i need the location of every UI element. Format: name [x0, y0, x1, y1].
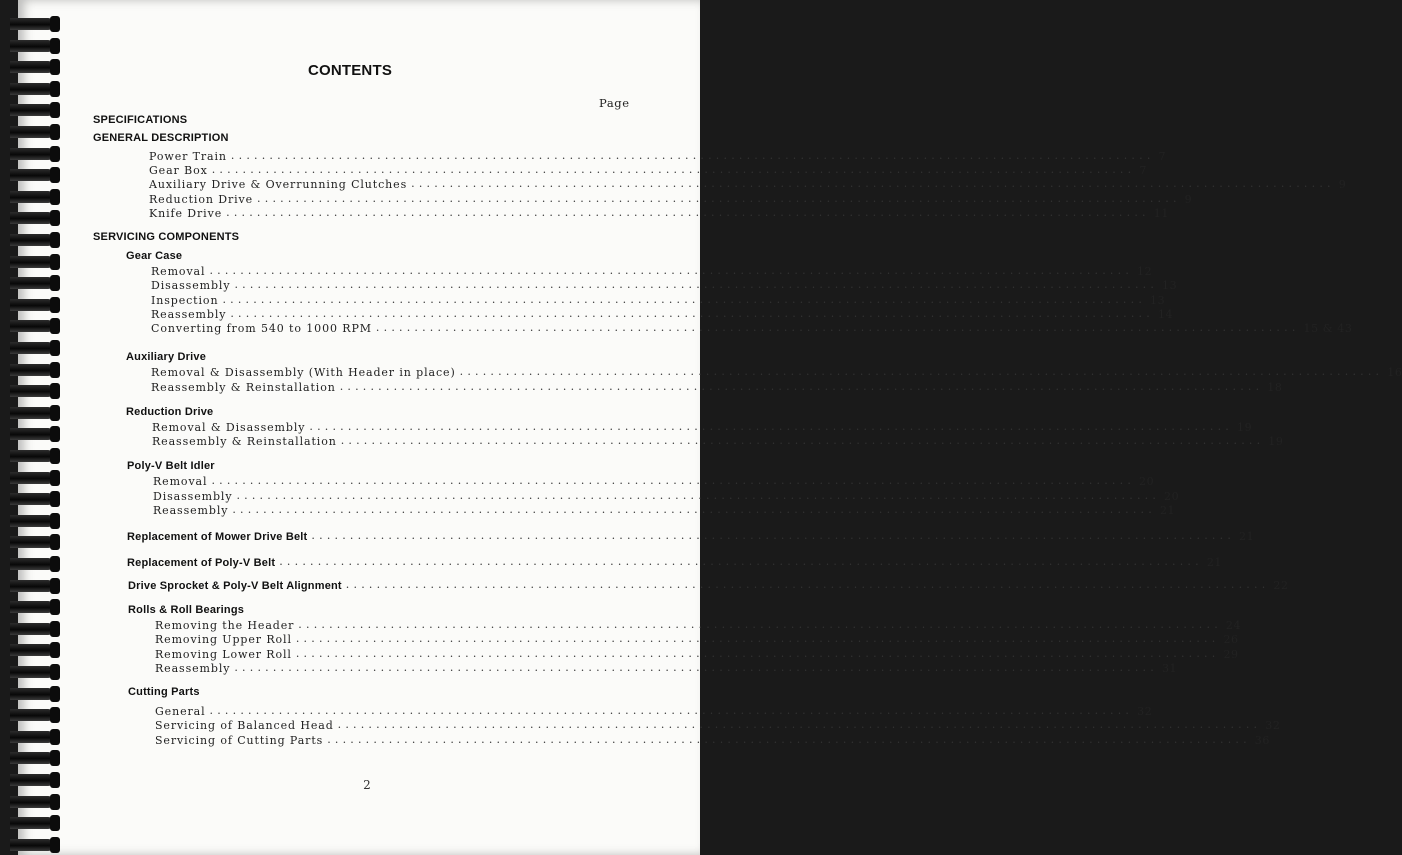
dot-leader: ........................................................................................................................	[295, 632, 1220, 645]
binding-coil	[10, 554, 62, 574]
toc-entry-page: 12	[1137, 265, 1153, 278]
binding-coil	[10, 489, 62, 509]
dot-leader: ........................................................................................................................	[295, 647, 1220, 660]
toc-entry-page: 16	[1387, 366, 1402, 379]
toc-entry[interactable]	[151, 321, 1353, 335]
toc-entry[interactable]	[151, 380, 1283, 394]
toc-entry-label: Reduction Drive	[149, 193, 254, 206]
toc-entry-label: Removal	[153, 475, 208, 488]
dot-leader: ........................................................................................................................	[236, 489, 1161, 502]
dot-leader: ........................................................................................................................	[337, 718, 1262, 731]
toc-entry-label: Knife Drive	[149, 207, 223, 220]
toc-entry[interactable]	[151, 365, 1402, 379]
toc-entry[interactable]	[149, 206, 1169, 220]
binding-coil	[10, 640, 62, 660]
toc-entry[interactable]	[149, 192, 1193, 206]
toc-entry[interactable]	[155, 704, 1153, 718]
toc-entry-page: 15 & 43	[1303, 322, 1353, 335]
toc-entry-page: 11	[1153, 207, 1169, 220]
binding-coil	[10, 684, 62, 704]
subsection-auxiliary-drive: Auxiliary Drive	[126, 351, 207, 363]
binding-coil	[10, 208, 62, 228]
toc-entry-label: Servicing of Cutting Parts	[155, 734, 324, 747]
toc-entry-page: 21	[1239, 530, 1255, 543]
binding-coil	[10, 381, 62, 401]
dot-leader: ........................................................................................................................	[234, 278, 1159, 291]
section-specifications: SPECIFICATIONS	[93, 114, 188, 126]
toc-entry-label: Removal & Disassembly	[152, 421, 306, 434]
section-servicing-components: SERVICING COMPONENTS	[93, 231, 240, 243]
toc-entry-poly-v-belt[interactable]	[127, 555, 1223, 569]
toc-entry-label: Reassembly	[151, 308, 227, 321]
dot-leader: ........................................................................................................................	[211, 474, 1136, 487]
toc-entry[interactable]	[153, 503, 1176, 517]
toc-entry[interactable]	[149, 149, 1167, 163]
subsection-gear-case: Gear Case	[126, 250, 183, 262]
toc-entry[interactable]	[151, 264, 1153, 278]
subsection-cutting-parts: Cutting Parts	[128, 686, 200, 698]
toc-entry-label: Replacement of Mower Drive Belt	[127, 531, 308, 543]
toc-entry-label: Reassembly	[153, 504, 229, 517]
page-title: CONTENTS	[307, 62, 393, 79]
toc-entry-label: Removing Lower Roll	[155, 648, 292, 661]
dot-leader: ........................................................................................................................	[340, 434, 1265, 447]
spiral-binding	[0, 0, 62, 855]
toc-entry[interactable]	[155, 632, 1239, 646]
toc-entry-label: Auxiliary Drive & Overrunning Clutches	[149, 178, 408, 191]
dot-leader: ........................................................................................................................	[298, 618, 1222, 631]
toc-entry[interactable]	[152, 434, 1284, 448]
dot-leader: ........................................................................................................................	[327, 733, 1251, 746]
toc-entry-label: Reassembly & Reinstallation	[152, 435, 337, 448]
toc-entry-label: Servicing of Balanced Head	[155, 719, 334, 732]
binding-coil	[10, 532, 62, 552]
dot-leader: ........................................................................................................................	[279, 555, 1203, 568]
binding-coil	[10, 165, 62, 185]
toc-entry-label: Drive Sprocket & Poly-V Belt Alignment	[128, 580, 342, 592]
binding-coil	[10, 100, 62, 120]
binding-coil	[10, 662, 62, 682]
toc-entry-label: Disassembly	[153, 490, 233, 503]
toc-entry-page: 26	[1223, 633, 1239, 646]
dot-leader: ........................................................................................................................	[230, 307, 1154, 320]
binding-coil	[10, 748, 62, 768]
binding-coil	[10, 792, 62, 812]
binding-coil	[10, 122, 62, 142]
dot-leader: ........................................................................................................................	[339, 380, 1264, 393]
dot-leader: ........................................................................................................................	[226, 206, 1150, 219]
dot-leader: ........................................................................................................................	[232, 503, 1156, 516]
toc-entry-label: Inspection	[151, 294, 219, 307]
toc-entry-page: 19	[1236, 421, 1253, 434]
toc-entry-label: Reassembly	[155, 662, 231, 675]
toc-entry-label: Converting from 540 to 1000 RPM	[151, 322, 372, 335]
toc-entry-label: Gear Box	[149, 164, 208, 177]
binding-coil	[10, 705, 62, 725]
toc-entry-page: 20	[1164, 490, 1180, 503]
toc-entry[interactable]	[149, 163, 1147, 177]
page-column-header: Page	[599, 96, 630, 110]
toc-entry-label: Removing the Header	[155, 619, 295, 632]
toc-entry-label: Removing Upper Roll	[155, 633, 292, 646]
toc-entry-page: 18	[1267, 381, 1283, 394]
binding-coil	[10, 597, 62, 617]
binding-coil	[10, 144, 62, 164]
dot-leader: ........................................................................................................................	[411, 177, 1335, 190]
toc-entry-page: 21	[1206, 556, 1223, 569]
toc-entry-drive-sprocket[interactable]	[128, 578, 1289, 592]
toc-entry[interactable]	[151, 293, 1166, 307]
toc-entry[interactable]	[149, 177, 1347, 191]
dot-leader: ........................................................................................................................	[234, 661, 1158, 674]
toc-entry[interactable]	[155, 647, 1239, 661]
toc-entry[interactable]	[152, 420, 1253, 434]
toc-entry-page: 29	[1223, 648, 1239, 661]
binding-coil	[10, 424, 62, 444]
toc-entry-page: 20	[1139, 475, 1155, 488]
toc-entry-page: 9	[1338, 178, 1347, 191]
subsection-rolls-bearings: Rolls & Roll Bearings	[128, 604, 245, 616]
dot-leader: ........................................................................................................................	[459, 365, 1384, 378]
toc-entry[interactable]	[151, 307, 1174, 321]
dot-leader: ........................................................................................................................	[375, 321, 1300, 334]
toc-entry[interactable]	[155, 733, 1270, 747]
binding-coil	[10, 338, 62, 358]
toc-entry[interactable]	[155, 618, 1242, 632]
binding-coil	[10, 403, 62, 423]
toc-entry-page: 31	[1161, 662, 1178, 675]
toc-entry-mower-drive-belt[interactable]	[127, 529, 1255, 543]
binding-coil	[10, 619, 62, 639]
binding-coil	[10, 79, 62, 99]
toc-entry-page: 32	[1265, 719, 1281, 732]
dot-leader: ........................................................................................................................	[345, 578, 1270, 591]
binding-coil	[10, 295, 62, 315]
binding-coil	[10, 230, 62, 250]
subsection-poly-v-belt-idler: Poly-V Belt Idler	[127, 460, 215, 472]
page-number: 2	[363, 778, 371, 792]
toc-entry-page: 24	[1225, 619, 1242, 632]
binding-coil	[10, 360, 62, 380]
toc-entry-label: Replacement of Poly-V Belt	[127, 557, 276, 569]
toc-entry-page: 21	[1159, 504, 1176, 517]
toc-entry-label: Removal & Disassembly (With Header in place)	[151, 366, 456, 379]
subsection-reduction-drive: Reduction Drive	[126, 406, 214, 418]
dot-leader: ........................................................................................................................	[222, 293, 1147, 306]
dot-leader: ........................................................................................................................	[209, 704, 1134, 717]
toc-entry[interactable]	[155, 718, 1281, 732]
binding-coil	[10, 446, 62, 466]
binding-coil	[10, 316, 62, 336]
dot-leader: ........................................................................................................................	[311, 529, 1236, 542]
toc-entry-label: General	[155, 705, 206, 718]
binding-coil	[10, 36, 62, 56]
dot-leader: ........................................................................................................................	[257, 192, 1181, 205]
toc-entry-label: Power Train	[149, 150, 227, 163]
toc-entry[interactable]	[153, 489, 1180, 503]
binding-coil	[10, 813, 62, 833]
toc-entry-page: 36	[1254, 734, 1270, 747]
toc-entry-label: Removal	[151, 265, 206, 278]
toc-entry-page: 9	[1184, 193, 1193, 206]
toc-entry-page: 7	[1139, 164, 1147, 177]
toc-entry-page: 7	[1158, 150, 1167, 163]
section-general-description: GENERAL DESCRIPTION	[93, 132, 229, 144]
toc-entry-label: Disassembly	[151, 279, 231, 292]
binding-coil	[10, 252, 62, 272]
toc-entry-page: 19	[1268, 435, 1284, 448]
toc-entry-page: 22	[1273, 579, 1289, 592]
binding-coil	[10, 727, 62, 747]
toc-entry-page: 32	[1137, 705, 1153, 718]
binding-coil	[10, 511, 62, 531]
toc-entry-label: Reassembly & Reinstallation	[151, 381, 336, 394]
binding-coil	[10, 576, 62, 596]
dot-leader: ........................................................................................................................	[211, 163, 1136, 176]
binding-coil	[10, 14, 62, 34]
dot-leader: ........................................................................................................................	[209, 264, 1134, 277]
toc-entry-page: 13	[1162, 279, 1178, 292]
toc-entry[interactable]	[153, 474, 1155, 488]
toc-entry[interactable]	[155, 661, 1178, 675]
toc-entry[interactable]	[151, 278, 1178, 292]
binding-coil	[10, 273, 62, 293]
binding-coil	[10, 468, 62, 488]
dot-leader: ........................................................................................................................	[309, 420, 1233, 433]
binding-coil	[10, 187, 62, 207]
toc-entry-page: 14	[1157, 308, 1174, 321]
binding-coil	[10, 835, 62, 855]
toc-entry-page: 13	[1150, 294, 1166, 307]
dot-leader: ........................................................................................................................	[230, 149, 1155, 162]
